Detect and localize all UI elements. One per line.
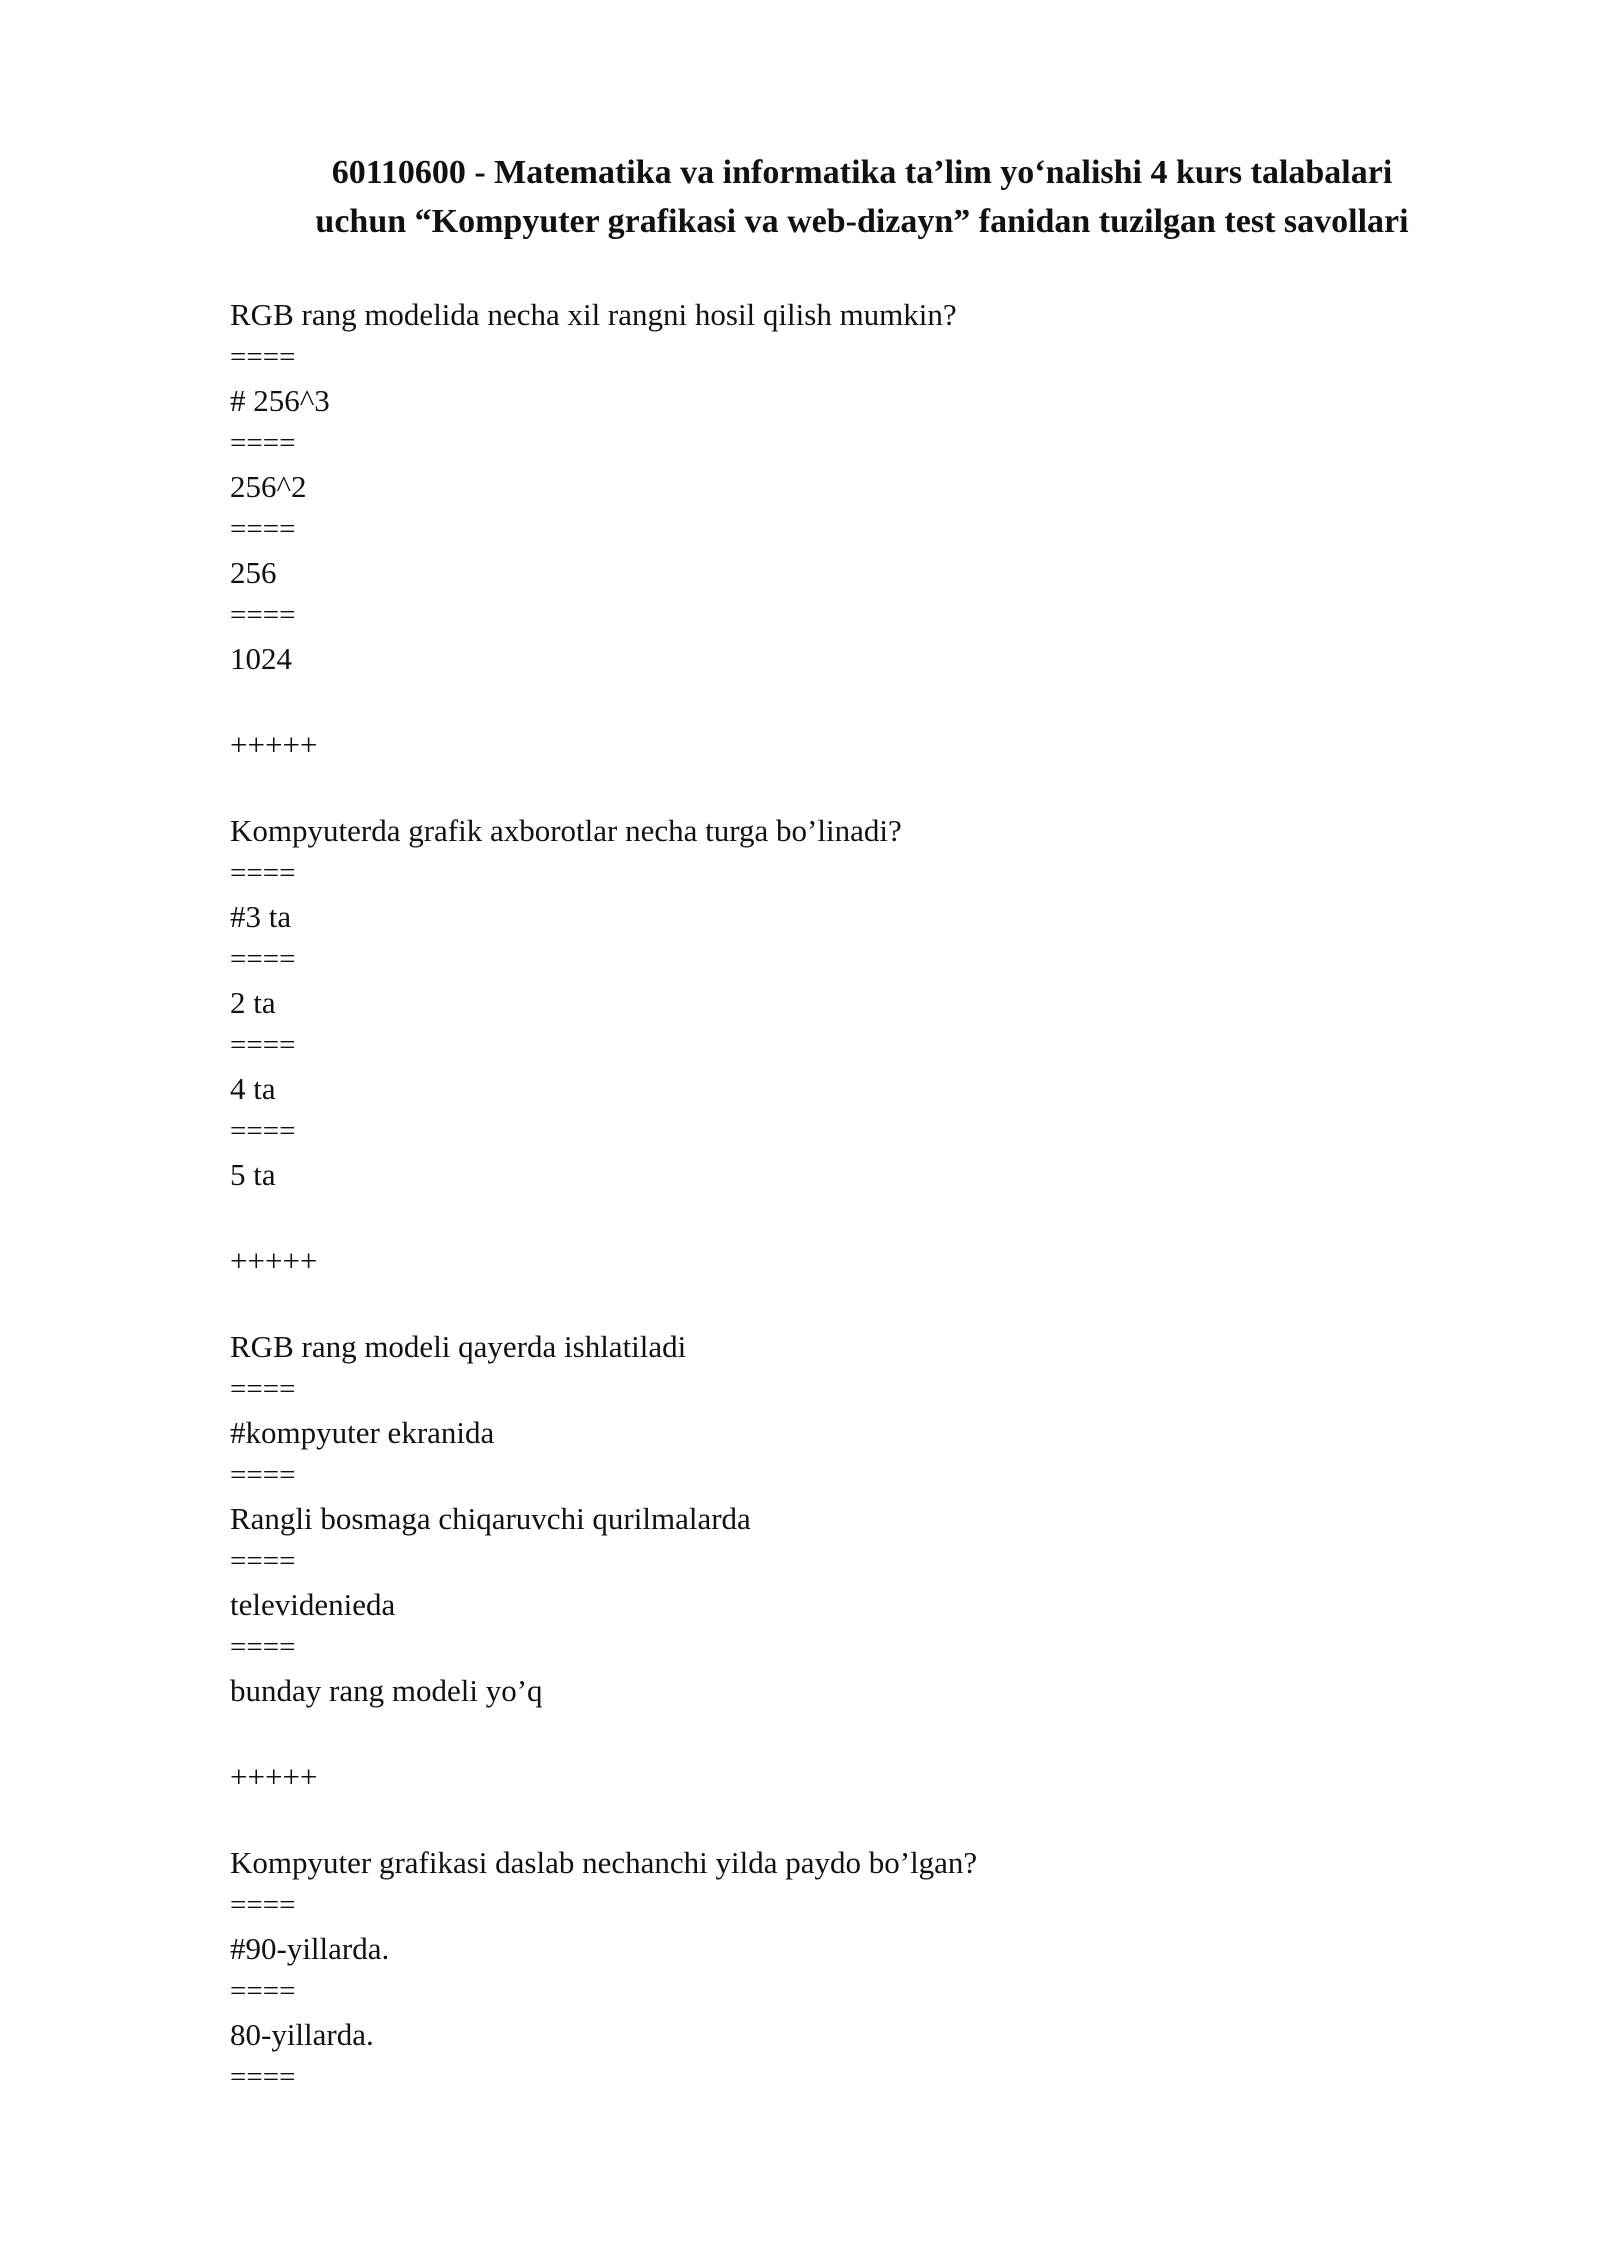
- answer-option: 2 ta: [230, 985, 276, 1020]
- blank-line: [230, 1282, 1430, 1325]
- option-separator: ====: [230, 1029, 296, 1061]
- option-separator: ====: [230, 1889, 296, 1921]
- question-text: RGB rang modelida necha xil rangni hosil qilish mumkin?: [230, 297, 957, 332]
- answer-option: 256^2: [230, 469, 307, 504]
- blank-line: [230, 1712, 1430, 1755]
- option-separator: ====: [230, 1115, 296, 1147]
- test-questions: [230, 293, 1430, 2099]
- answer-option: #3 ta: [230, 899, 292, 934]
- option-separator: ====: [230, 943, 296, 975]
- answer-option: # 256^3: [230, 383, 330, 418]
- option-separator: ====: [230, 1373, 296, 1405]
- answer-option: 1024: [230, 641, 292, 676]
- answer-option: 4 ta: [230, 1071, 276, 1106]
- answer-option: 256: [230, 555, 277, 590]
- question-text: Kompyuterda grafik axborotlar necha turga bo’linadi?: [230, 813, 902, 848]
- option-separator: ====: [230, 1631, 296, 1663]
- question-text: RGB rang modeli qayerda ishlatiladi: [230, 1329, 687, 1364]
- answer-option: 80-yillarda.: [230, 2017, 374, 2052]
- question-block: [230, 293, 1430, 809]
- document-title: [230, 148, 1494, 246]
- option-separator: ====: [230, 2061, 296, 2093]
- question-block: [230, 1325, 1430, 1841]
- answer-option: televidenieda: [230, 1587, 396, 1622]
- option-separator: ====: [230, 1975, 296, 2007]
- blank-line: [230, 680, 1430, 723]
- answer-option: 5 ta: [230, 1157, 276, 1192]
- option-separator: ====: [230, 341, 296, 373]
- option-separator: ====: [230, 599, 296, 631]
- answer-option: bunday rang modeli yo’q: [230, 1673, 543, 1708]
- question-block: [230, 809, 1430, 1325]
- blank-line: [230, 1196, 1430, 1239]
- option-separator: ====: [230, 1459, 296, 1491]
- option-separator: ====: [230, 427, 296, 459]
- blank-line: [230, 766, 1430, 809]
- question-separator: +++++: [230, 1243, 318, 1278]
- answer-option: #kompyuter ekranida: [230, 1415, 495, 1450]
- title-line: uchun “Kompyuter grafikasi va web-dizayn” fanidan tuzilgan test savollari: [315, 203, 1409, 240]
- blank-line: [230, 1798, 1430, 1841]
- title-line: 60110600 - Matematika va informatika ta’lim yo‘nalishi 4 kurs talabalari: [331, 154, 1393, 191]
- option-separator: ====: [230, 1545, 296, 1577]
- question-separator: +++++: [230, 1759, 318, 1794]
- question-block: [230, 1841, 1430, 2099]
- question-separator: +++++: [230, 727, 318, 762]
- option-separator: ====: [230, 513, 296, 545]
- answer-option: #90-yillarda.: [230, 1931, 390, 1966]
- option-separator: ====: [230, 857, 296, 889]
- answer-option: Rangli bosmaga chiqaruvchi qurilmalarda: [230, 1501, 751, 1536]
- question-text: Kompyuter grafikasi daslab nechanchi yilda paydo bo’lgan?: [230, 1845, 978, 1880]
